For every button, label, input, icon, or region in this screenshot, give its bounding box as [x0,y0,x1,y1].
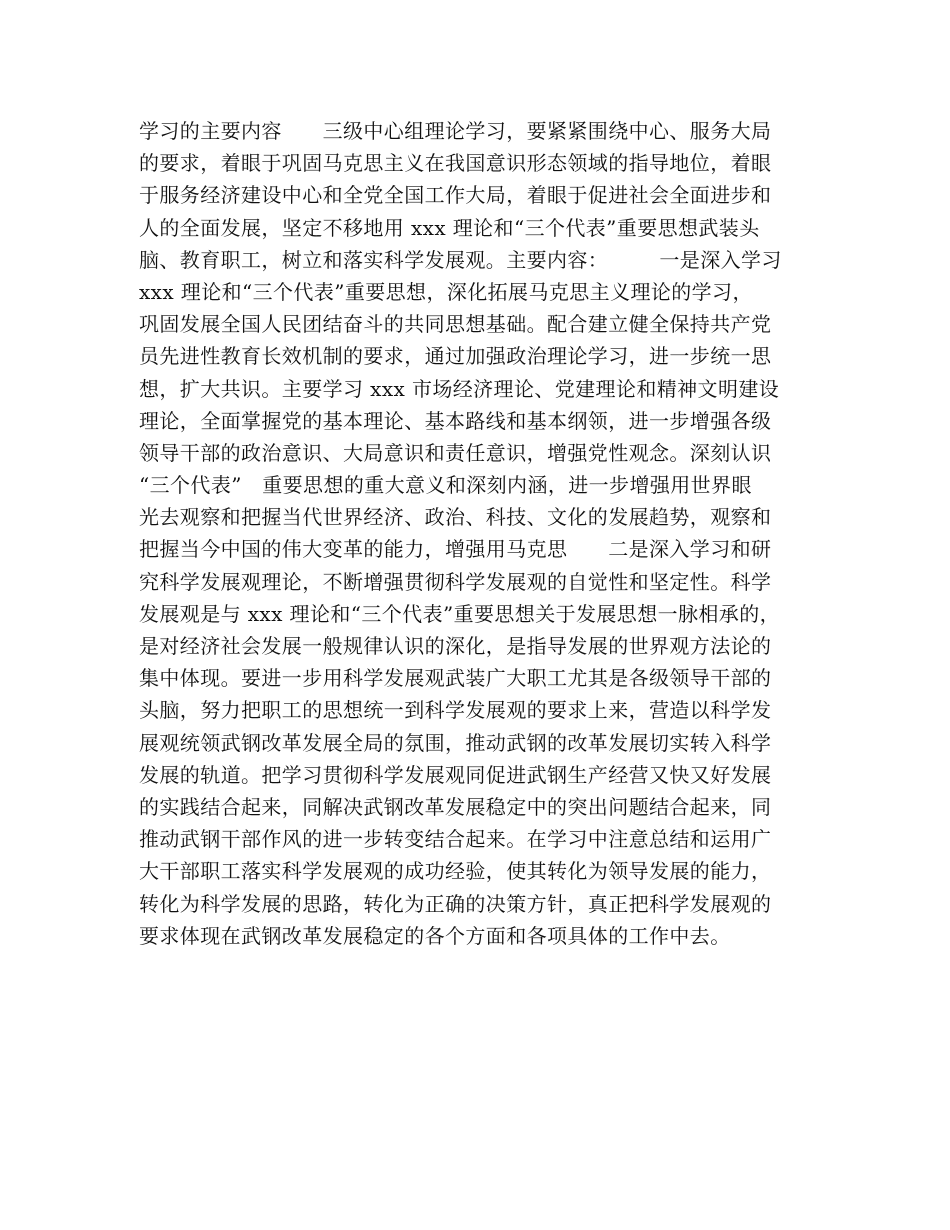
text-line: 是对经济社会发展一般规律认识的深化，是指导发展的世界观方法论的 [139,634,772,658]
text-line: 人的全面发展，坚定不移地用 xxx 理论和“三个代表”重要思想武装头 [139,215,760,240]
text-line: 转化为科学发展的思路，转化为正确的决策方针，真正把科学发展观的 [139,891,772,916]
text-line: 巩固发展全国人民团结奋斗的共同思想基础。配合建立健全保持共产党 [139,312,772,337]
text-line: 集中体现。要进一步用科学发展观武装广大职工尤其是各级领导干部的 [139,666,772,691]
text-line: 发展的轨道。把学习贯彻科学发展观同促进武钢生产经营又快又好发展 [139,762,772,787]
text-line: 理论，全面掌握党的基本理论、基本路线和基本纲领，进一步增强各级 [139,408,772,433]
text-line: 员先进性教育长效机制的要求，通过加强政治理论学习，进一步统一思 [139,344,772,369]
text-line: 把握当今中国的伟大变革的能力，增强用马克思 二是深入学习和研 [139,537,772,562]
text-line: xxx 理论和“三个代表”重要思想，深化拓展马克思主义理论的学习， [139,279,753,304]
text-line: 于服务经济建设中心和全党全国工作大局，着眼于促进社会全面进步和 [139,183,772,208]
text-line: 想，扩大共识。主要学习 xxx 市场经济理论、党建理论和精神文明建设 [139,376,780,401]
text-line: 脑、教育职工，树立和落实科学发展观。主要内容： 一是深入学习 [139,247,782,272]
text-line: “三个代表” 重要思想的重大意义和深刻内涵，进一步增强用世界眼 [139,473,752,498]
text-line: 的要求，着眼于巩固马克思主义在我国意识形态领域的指导地位，着眼 [139,151,772,176]
text-line: 究科学发展观理论，不断增强贯彻科学发展观的自觉性和坚定性。科学 [139,569,772,594]
body-text [139,115,839,952]
text-line: 大干部职工落实科学发展观的成功经验，使其转化为领导发展的能力， [139,859,772,884]
text-line: 发展观是与 xxx 理论和“三个代表”重要思想关于发展思想一脉相承的， [139,601,781,626]
text-line: 领导干部的政治意识、大局意识和责任意识，增强党性观念。深刻认识 [139,440,772,465]
text-line: 头脑，努力把职工的思想统一到科学发展观的要求上来，营造以科学发 [139,698,772,723]
text-line: 学习的主要内容 三级中心组理论学习，要紧紧围绕中心、服务大局 [139,119,772,143]
text-line: 展观统领武钢改革发展全局的氛围，推动武钢的改革发展切实转入科学 [139,730,772,755]
text-line: 推动武钢干部作风的进一步转变结合起来。在学习中注意总结和运用广 [139,827,772,852]
text-line: 的实践结合起来，同解决武钢改革发展稳定中的突出问题结合起来，同 [139,794,772,819]
text-line: 光去观察和把握当代世界经济、政治、科技、文化的发展趋势，观察和 [139,505,772,530]
text-line: 要求体现在武钢改革发展稳定的各个方面和各项具体的工作中去。 [139,923,731,948]
